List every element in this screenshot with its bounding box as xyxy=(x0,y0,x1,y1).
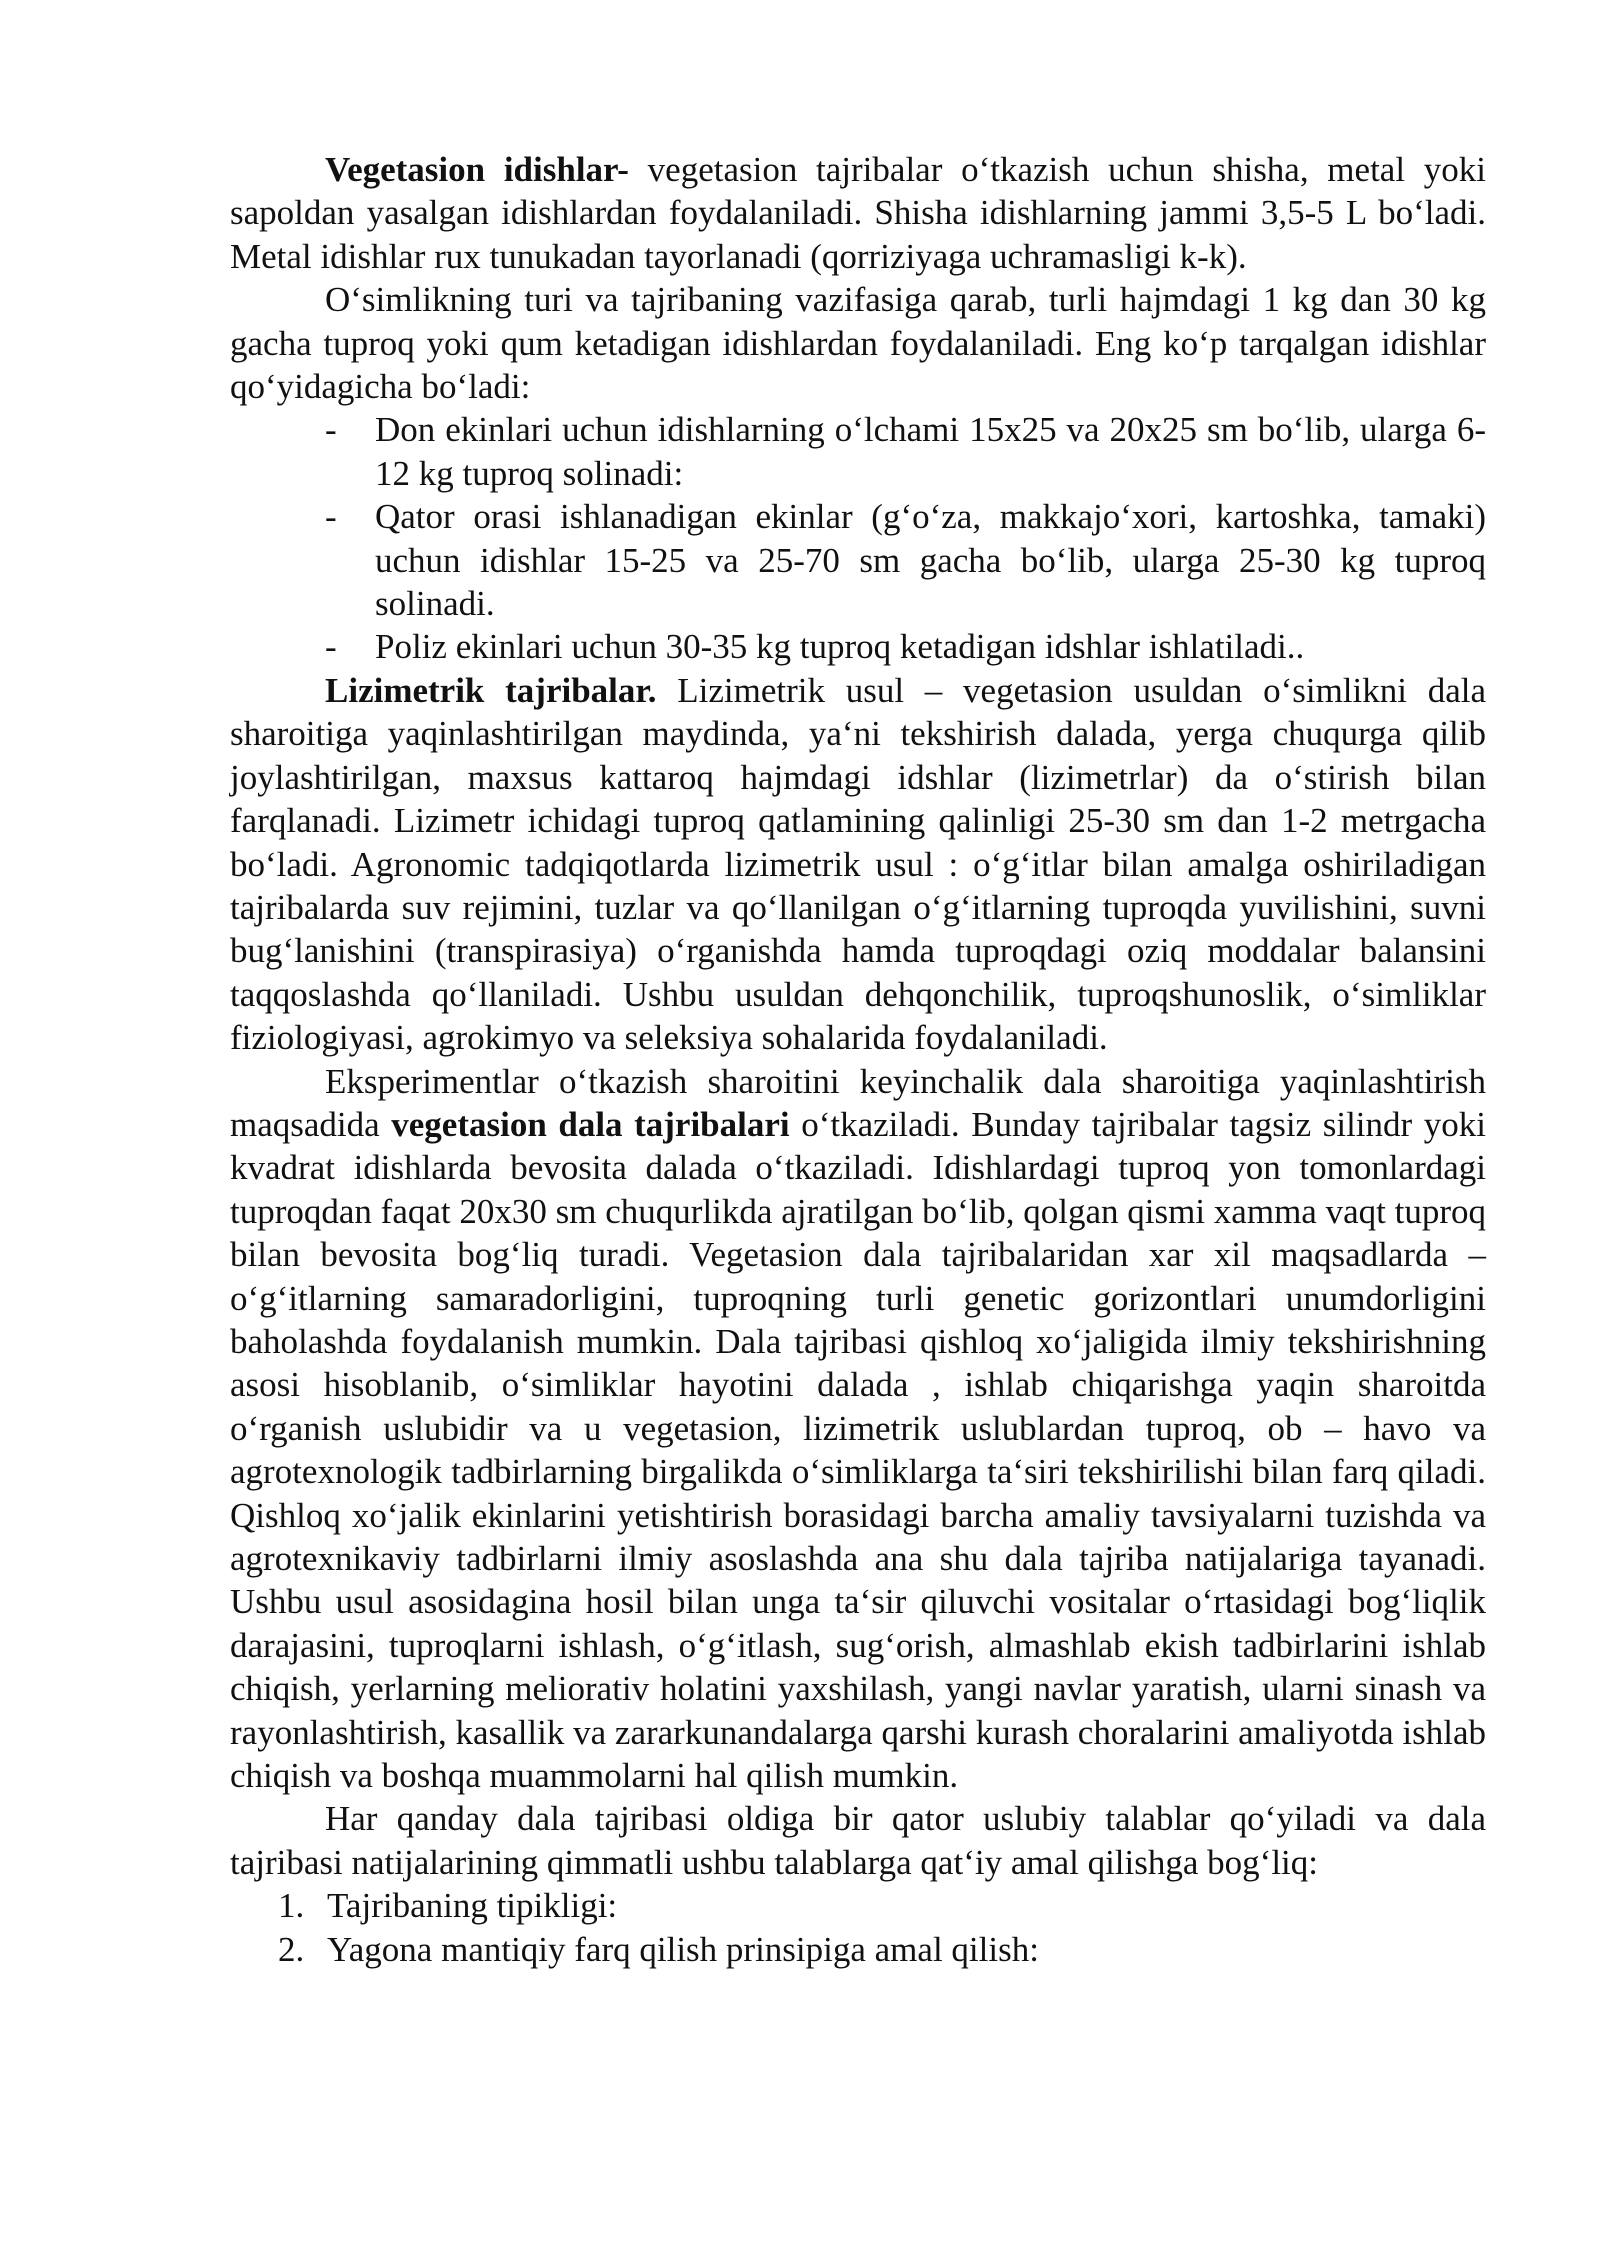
numbered-list xyxy=(230,1884,1486,1971)
list-item-text: Poliz ekinlari uchun 30-35 kg tuproq ketadigan idshlar ishlatiladi.. xyxy=(375,627,1305,667)
list-item xyxy=(230,408,1486,495)
term-vegetasion-idishlar: Vegetasion idishlar- xyxy=(325,150,629,189)
term-lizimetrik-tajribalar: Lizimetrik tajribalar. xyxy=(325,670,657,710)
list-item-text: Don ekinlari uchun idishlarning o‘lchami 15x25 va 20x25 sm bo‘lib, ularga 6-12 kg tuproq solinadi: xyxy=(375,410,1486,493)
paragraph-text: Eksperimentlar o‘tkazish sharoitini keyinchalik dala sharoitiga yaqinlashtirish maqsadida xyxy=(230,1061,1486,1144)
list-item xyxy=(230,495,1486,625)
paragraph-text: o‘tkaziladi. Bunday tajribalar tagsiz silindr yoki kvadrat idishlarda bevosita dalada o‘tkaziladi. Idishlardagi tuproq yon tomonlardagi tuproqdan faqat 20x30 sm chuqurlikda ajratilgan bo‘lib, qolgan qismi xamma vaqt tuproq bilan bevosita bog‘liq turadi. Vegetasion dala tajribalaridan xar xil maqsadlarda – o‘g‘itlarning samaradorligini, tuproqning turli genetic gorizontlari unumdorligini baholashda foydalanish mumkin. Dala tajribasi qishloq xo‘jaligida ilmiy tekshirishning asosi hisoblanib, o‘simliklar hayotini dalada , ishlab chiqarishga yaqin sharoitda o‘rganish uslubidir va u vegetasion, lizimetrik uslublardan tuproq, ob – havo va agrotexnologik tadbirlarning birgalikda o‘simliklarga ta‘siri tekshirilishi bilan farq qiladi. Qishloq xo‘jalik ekinlarini yetishtirish borasidagi barcha amaliy tavsiyalarni tuzishda va agrotexnikaviy tadbirlarni ilmiy asoslashda ana shu dala tajriba natijalariga tayanadi. Ushbu usul asosidagina hosil bilan unga ta‘sir qiluvchi vositalar o‘rtasidagi bog‘liqlik darajasini, tuproqlarni ishlash, o‘g‘itlash, sug‘orish, almashlab ekish tadbirlarini ishlab chiqish, yerlarning meliorativ holatini yaxshilash, yangi navlar yaratish, ularni sinash va rayonlashtirish, kasallik va zararkunandalarga qarshi kurash choralarini amaliyotda ishlab chiqish va boshqa muammolarni hal qilish mumkin. xyxy=(230,1104,1487,1796)
list-item-text: Qator orasi ishlanadigan ekinlar (g‘o‘za, makkajo‘xori, kartoshka, tamaki) uchun idishlar 15-25 va 25-70 sm gacha bo‘lib, ularga 25-30 kg tuproq solinadi. xyxy=(375,497,1486,624)
list-item xyxy=(230,625,1486,668)
paragraph-vegetasion-idishlar xyxy=(230,148,1486,278)
paragraph-text: O‘simlikning turi va tajribaning vazifasiga qarab, turli hajmdagi 1 kg dan 30 kg gacha tuproq yoki qum ketadigan idishlardan foydalaniladi. Eng ko‘p tarqalgan idishlar qo‘yidagicha bo‘ladi: xyxy=(230,280,1486,407)
dash-marker: - xyxy=(325,410,337,450)
paragraph-text: Har qanday dala tajribasi oldiga bir qator uslubiy talablar qo‘yiladi va dala tajribasi natijalarining qimmatli ushbu talablarga qat‘iy amal qilishga bog‘liq: xyxy=(230,1799,1486,1882)
dash-list xyxy=(230,408,1486,668)
list-item xyxy=(230,1928,1486,1971)
paragraph-text: Lizimetrik usul – vegetasion usuldan o‘simlikni dala sharoitiga yaqinlashtirilgan maydinda, ya‘ni tekshirish dalada, yerga chuqurga qilib joylashtirilgan, maxsus kattaroq hajmdagi idshlar (lizimetrlar) da o‘stirish bilan farqlanadi. Lizimetr ichidagi tuproq qatlamining qalinligi 25-30 sm dan 1-2 metrgacha bo‘ladi. Agronomic tadqiqotlarda lizimetrik usul : o‘g‘itlar bilan amalga oshiriladigan tajribalarda suv rejimini, tuzlar va qo‘llanilgan o‘g‘itlarning tuproqda yuvilishini, suvni bug‘lanishini (transpirasiya) o‘rganishda hamda tuproqdagi oziq moddalar balansini taqqoslashda qo‘llaniladi. Ushbu usuldan dehqonchilik, tuproqshunoslik, o‘simliklar fiziologiyasi, agrokimyo va seleksiya sohalarida foydalaniladi. xyxy=(230,670,1487,1058)
dash-marker: - xyxy=(325,497,337,537)
list-item-text: Yagona mantiqiy farq qilish prinsipiga amal qilish: xyxy=(327,1929,1039,1969)
number-marker: 2. xyxy=(278,1929,305,1969)
paragraph-text: vegetasion tajribalar o‘tkazish uchun shisha, metal yoki sapoldan yasalgan idishlardan foydalaniladi. Shisha idishlarning jammi 3,5-5 L bo‘ladi. Metal idishlar rux tunukadan tayorlanadi (qorriziyaga uchramasligi k-k). xyxy=(230,150,1486,276)
number-marker: 1. xyxy=(278,1886,305,1926)
list-item-text: Tajribaning tipikligi: xyxy=(327,1886,618,1926)
document-page xyxy=(230,148,1486,1971)
paragraph-idish-hajmi xyxy=(230,278,1486,408)
paragraph-uslubiy-talablar xyxy=(230,1797,1486,1884)
term-vegetasion-dala-tajribalari: vegetasion dala tajribalari xyxy=(391,1104,790,1144)
dash-marker: - xyxy=(325,627,337,667)
paragraph-lizimetrik-tajribalar xyxy=(230,669,1486,1060)
paragraph-vegetasion-dala-tajribalari xyxy=(230,1060,1486,1798)
list-item xyxy=(230,1884,1486,1927)
